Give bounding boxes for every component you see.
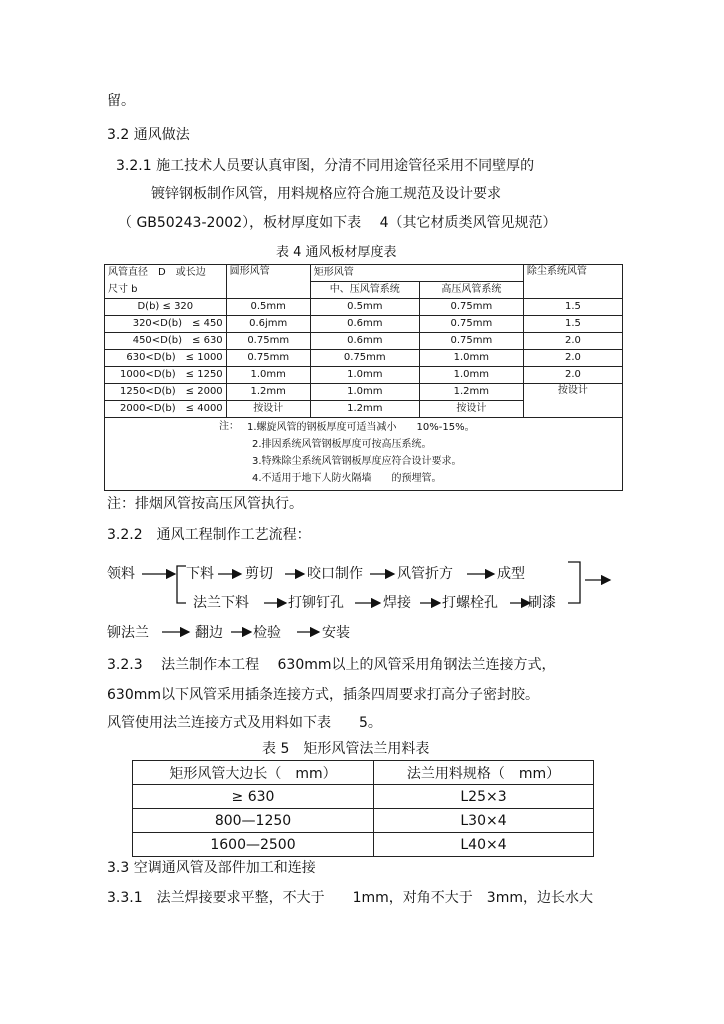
section-heading: 3.3 空调通风管及部件加工和连接 bbox=[107, 860, 316, 876]
note-line: 4.不适用于地下人防火隔墙 的预埋管。 bbox=[252, 473, 442, 484]
flow-step-jianqie: 剪切 bbox=[245, 566, 273, 582]
table-cell: 0.75mm bbox=[226, 333, 310, 350]
flow-step-maofalan: 铆法兰 bbox=[107, 625, 149, 641]
table-cell: 1250<D(b) ≤ 2000 bbox=[105, 384, 227, 401]
table-cell: 1.0mm bbox=[419, 367, 523, 384]
table-cell: 1.2mm bbox=[419, 384, 523, 401]
note-line: 2.排因系统风管钢板厚度可按高压系统。 bbox=[252, 439, 432, 450]
table-header: 圆形风管 bbox=[226, 265, 310, 299]
table-cell: 0.75mm bbox=[419, 333, 523, 350]
table-row bbox=[133, 833, 594, 857]
bracket-left-icon bbox=[177, 566, 186, 603]
flow-step-fanbian: 翻边 bbox=[195, 625, 223, 641]
table-cell: 320<D(b) ≤ 450 bbox=[105, 316, 227, 333]
table-cell: 2000<D(b) ≤ 4000 bbox=[105, 401, 227, 418]
flow-step-chengxing: 成型 bbox=[497, 566, 525, 582]
table-cell: D(b) ≤ 320 bbox=[105, 299, 227, 316]
table-cell: 0.75mm bbox=[226, 350, 310, 367]
table-row bbox=[133, 785, 594, 809]
table-cell: 0.5mm bbox=[310, 299, 419, 316]
section-heading: 3.2 通风做法 bbox=[107, 127, 190, 143]
table-cell: 1.0mm bbox=[310, 384, 419, 401]
note-line: 3.特殊除尘系统风管钢板厚度应符合设计要求。 bbox=[252, 456, 462, 467]
flow-step-dadingkong: 打铆钉孔 bbox=[288, 595, 344, 611]
table-cell: 2.0 bbox=[523, 350, 622, 367]
table-cell: 800—1250 bbox=[133, 809, 374, 833]
table-header: 风管直径 D 或长边 bbox=[105, 265, 227, 282]
flow-step-luoshuan: 打螺栓孔 bbox=[442, 595, 498, 611]
table-cell: 1000<D(b) ≤ 1250 bbox=[105, 367, 227, 384]
table-cell: 按设计 bbox=[226, 401, 310, 418]
text-line: 3.3.1 法兰焊接要求平整，不大于 1mm，对角不大于 3mm，边长水大 bbox=[107, 890, 593, 906]
table-header: 尺寸 b bbox=[105, 282, 227, 299]
table-cell: L30×4 bbox=[374, 809, 594, 833]
text-line: （ GB50243-2002），板材厚度如下表 4（其它材质类风管见规范） bbox=[118, 215, 557, 231]
bracket-right-icon bbox=[568, 562, 580, 603]
flow-step-zhefang: 风管折方 bbox=[397, 566, 453, 582]
flow-step-shuaqi: 刷漆 bbox=[528, 595, 556, 611]
table-cell: 1.0mm bbox=[419, 350, 523, 367]
table-caption: 表 5 矩形风管法兰用料表 bbox=[262, 741, 430, 757]
note-line: 1.螺旋风管的钢板厚度可适当减小 10%-15%。 bbox=[247, 422, 475, 433]
flange-table bbox=[132, 760, 594, 857]
text-line: 风管使用法兰连接方式及用料如下表 5。 bbox=[107, 715, 382, 731]
table-cell: 0.6mm bbox=[310, 316, 419, 333]
table-header: 矩形风管 bbox=[310, 265, 523, 282]
table-caption: 表 4 通风板材厚度表 bbox=[276, 245, 397, 260]
table-cell: 630<D(b) ≤ 1000 bbox=[105, 350, 227, 367]
flow-step-lingliao: 领料 bbox=[107, 566, 135, 582]
text-line: 留。 bbox=[107, 93, 135, 109]
table-cell: 按设计 bbox=[523, 384, 622, 418]
text-line: 3.2.3 法兰制作本工程 630mm以上的风管采用角钢法兰连接方式， bbox=[107, 657, 556, 673]
table-cell: 0.75mm bbox=[310, 350, 419, 367]
flow-step-anzhuang: 安装 bbox=[322, 625, 350, 641]
table-row bbox=[133, 809, 594, 833]
table-cell: 0.75mm bbox=[419, 316, 523, 333]
table-cell: 0.6mm bbox=[310, 333, 419, 350]
table-header: 高压风管系统 bbox=[419, 282, 523, 299]
table-cell: 0.75mm bbox=[419, 299, 523, 316]
table-cell: 按设计 bbox=[419, 401, 523, 418]
text-line: 注：排烟风管按高压风管执行。 bbox=[107, 496, 303, 512]
table-cell: 0.5mm bbox=[226, 299, 310, 316]
table-cell: 1.2mm bbox=[310, 401, 419, 418]
table-cell: ≥ 630 bbox=[133, 785, 374, 809]
table-cell: 1600—2500 bbox=[133, 833, 374, 857]
flow-step-falanxialiao: 法兰下料 bbox=[193, 595, 249, 611]
table-header: 矩形风管大边长（ mm） bbox=[133, 761, 374, 785]
table-cell: 2.0 bbox=[523, 333, 622, 350]
text-line: 镀锌钢板制作风管，用料规格应符合施工规范及设计要求 bbox=[151, 186, 501, 202]
text-line: 3.2.1 施工技术人员要认真审图，分清不同用途管径采用不同壁厚的 bbox=[116, 158, 535, 174]
notes-label: 注： bbox=[219, 421, 239, 432]
table-cell: L25×3 bbox=[374, 785, 594, 809]
table-cell: 2.0 bbox=[523, 367, 622, 384]
table-cell: L40×4 bbox=[374, 833, 594, 857]
table-header: 法兰用料规格（ mm） bbox=[374, 761, 594, 785]
table-cell: 1.5 bbox=[523, 316, 622, 333]
flow-step-jianyan: 检验 bbox=[253, 625, 281, 641]
flow-step-yaokou: 咬口制作 bbox=[307, 566, 363, 582]
text-line: 630mm以下风管采用插条连接方式，插条四周要求打高分子密封胶。 bbox=[107, 687, 539, 703]
table-cell: 1.0mm bbox=[310, 367, 419, 384]
table-header: 中、压风管系统 bbox=[310, 282, 419, 299]
table-cell: 1.0mm bbox=[226, 367, 310, 384]
table-header: 除尘系统风管 bbox=[523, 265, 622, 299]
section-heading: 3.2.2 通风工程制作工艺流程： bbox=[107, 527, 311, 543]
table-cell: 0.6jmm bbox=[226, 316, 310, 333]
table-cell: 1.5 bbox=[523, 299, 622, 316]
flow-step-hanjie: 焊接 bbox=[383, 595, 411, 611]
table-cell: 1.2mm bbox=[226, 384, 310, 401]
flow-step-xialiao: 下料 bbox=[186, 566, 214, 582]
table-cell: 450<D(b) ≤ 630 bbox=[105, 333, 227, 350]
